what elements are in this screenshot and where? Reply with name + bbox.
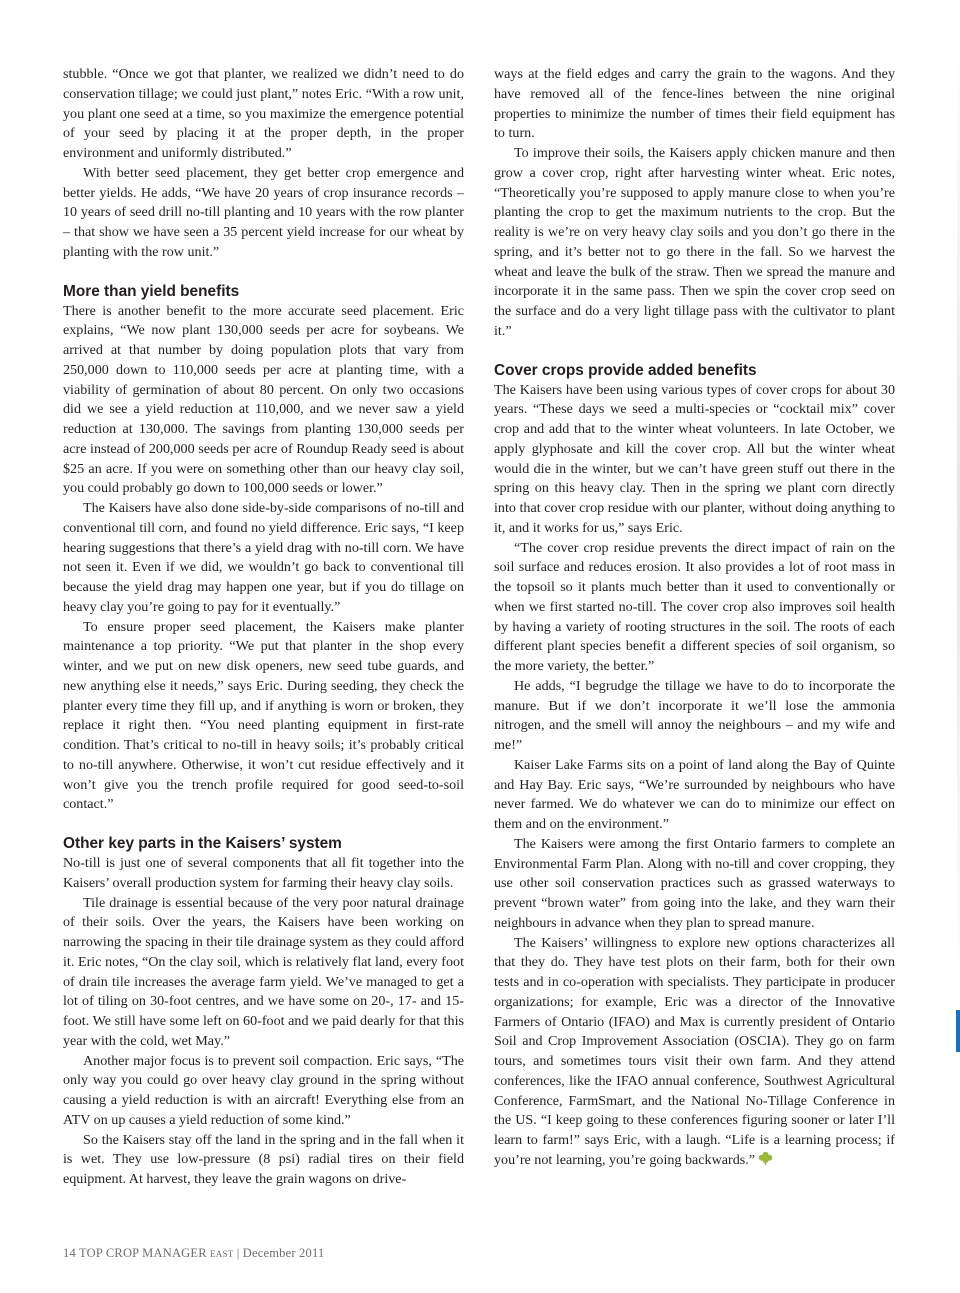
body-paragraph: Another major focus is to prevent soil compaction. Eric says, “The only way you could go over heavy clay ground in the spring without causing a yield reduction is with an aircraft! Everything else from an ATV on up causes a yield reduction of some kind.”	[63, 1052, 464, 1128]
body-paragraph: So the Kaisers stay off the land in the spring and in the fall when it is wet. They use low-pressure (8 psi) radial tires on their field equipment. At harvest, they leave the grain wagons on drive-	[63, 1131, 464, 1187]
body-paragraph: To improve their soils, the Kaisers apply chicken manure and then grow a cover crop, right after harvesting winter wheat. Eric notes, “Theoretically you’re supposed to apply manure close to when you’re planting the crop to get the maximum nutrients to the crop. But the reality is we’re on very heavy clay soils and you don’t go there in the spring, and it’s better not to go there in the fall. So we harvest the wheat and leave the bulk of the straw. Then we spread the manure and incorporate it in the same pass. Then we spin the cover crop seed on the surface and do a very light tillage pass with the cultivator to plant it.”	[494, 145, 895, 339]
leaf-end-mark-icon	[758, 1151, 773, 1166]
footer-separator: |	[236, 1246, 240, 1260]
left-column	[63, 65, 464, 1190]
last-paragraph	[494, 934, 895, 1171]
body-paragraph: The Kaisers were among the first Ontario farmers to complete an Environmental Farm Plan. Along with no-till and cover cropping, they use other soil conservation practices such as grassed waterways to prevent “brown water” from going into the lake, and they warn their neighbours in advance when they plan to spread manure.	[494, 835, 895, 931]
body-paragraph: stubble. “Once we got that planter, we realized we didn’t need to do conservation tillage; we could just plant,” notes Eric. “With a row unit, you plant one seed at a time, so you maximize the emergence potential of your seed by placing it at the proper depth, in the proper environment and uniformly distributed.”	[63, 66, 464, 161]
body-paragraph: With better seed placement, they get better crop emergence and better yields. He adds, “We have 20 years of crop insurance records – 10 years of seed drill no-till planting and 10 years with the row planter – that show we have seen a 35 percent yield increase for our wheat by planting with the row unit.”	[63, 164, 464, 260]
section-heading: More than yield benefits	[63, 282, 240, 300]
body-paragraph: No-till is just one of several components that all fit together into the Kaisers’ overall production system for farming their heavy clay soils.	[63, 855, 464, 891]
body-paragraph: There is another benefit to the more accurate seed placement. Eric explains, “We now plant 130,000 seeds per acre for soybeans. We arrived at that number by doing population plots that vary from 250,000 down to 110,000 seeds per acre at planting time, with a viability of germination of about 80 percent. On only two occasions did we see a yield reduction at 110,000, and we never saw a yield reduction at 130,000. The savings from planting 130,000 seeds per acre instead of 200,000 seeds per acre of Roundup Ready seed is about $25 an acre. If you were on something other than our heavy clay soil, you could probably go down to 100,000 seeds or lower.”	[63, 302, 464, 497]
section-heading: Cover crops provide added benefits	[494, 361, 757, 379]
body-paragraph: He adds, “I begrudge the tillage we have to do to incorporate the manure. But if we don’t incorporate it we’ll lose the ammonia nitrogen, and the smell will annoy the neighbours – and my wife and me!”	[494, 677, 895, 753]
body-paragraph: To ensure proper seed placement, the Kaisers make planter maintenance a top priority. “We put that planter in the shop every winter, and we put on new disk openers, new seed tube guards, and new anything else it needs,” says Eric. During seeding, they check the planter every time they fill up, and if anything is worn or broken, they replace it right then. “You need planting equipment in first-rate condition. That’s critical to no-till in heavy soils; it’s probably critical to no-till anywhere. Otherwise, it won’t cut residue effectively and it won’t give you the trench profile required for good seed-to-soil contact.”	[63, 618, 464, 813]
last-paragraph-text: The Kaisers’ willingness to explore new options characterizes all that they do. They have test plots on their farm, both for their own tests and in co-operation with specialists. They participate in producer organizations; for example, Eric was a director of the Innovative Farmers of Ontario (IFAO) and Max is currently president of Ontario Soil and Crop Improvement Association (OSCIA). They go on farm tours, and sometimes tours visit their own farm. And they attend conferences, like the IFAO annual conference, Southwest Agricultural Conference, FarmSmart, and the National No-Tillage Conference in the US. “I keep going to these conferences figuring sooner or later I’ll learn to farm!” says Eric, with a laugh. “Life is a learning process; if you’re not learning, you’re going backwards.”	[494, 934, 895, 1168]
body-paragraph: The Kaisers have also done side-by-side comparisons of no-till and conventional till corn, and found no yield difference. Eric says, “I keep hearing suggestions that there’s a yield drag with no-till corn. We have not seen it. Even if we did, we wouldn’t go back to conventional till because the yield drag may happen one year, but if you do tillage on heavy clay you’re going to pay for it eventually.”	[63, 500, 464, 615]
issue-date: December 2011	[242, 1246, 325, 1260]
body-paragraph: Tile drainage is essential because of the very poor natural drainage of their soils. Over the years, the Kaisers have been working on narrowing the spacing in their tile drainage system as they could afford it. Eric notes, “On the clay soil, which is relatively flat land, every foot of drain tile increases the average farm yield. We’ve managed to get a lot of tiling on 30-foot centres, and we have some on 20-, 17- and 15-foot. We still have some left on 60-foot and we paid dearly for that this year with the cold, wet May.”	[63, 894, 464, 1049]
page-edge-tab	[956, 1010, 960, 1052]
page-number: 14	[63, 1246, 76, 1260]
body-paragraph: ways at the field edges and carry the grain to the wagons. And they have removed all of the fence-lines between the nine original properties to minimize the number of times their field equipment has to turn.	[494, 66, 895, 142]
page-footer	[63, 1246, 324, 1261]
body-paragraph: “The cover crop residue prevents the direct impact of rain on the soil surface and reduces erosion. It also provides a lot of root mass in the topsoil so it plants much better than it used to conventionally or when we first started no-till. The cover crop also improves soil health by having a variety of rooting structures in the soil. The roots of each different plant species benefit a different species of soil organism, so the more variety, the better.”	[494, 539, 895, 674]
body-paragraph: The Kaisers have been using various types of cover crops for about 30 years. “These days we seed a multi-species or “cocktail mix” cover crop and add that to the winter wheat volunteers. In late October, we apply glyphosate and kill the cover crop. All but the winter wheat would die in the winter, but we can’t have green stuff out there in the spring on this heavy clay. Then in the spring we plant corn directly into that cover crop residue with our planter, without doing anything to it, and it works for us,” says Eric.	[494, 381, 895, 536]
body-paragraph: Kaiser Lake Farms sits on a point of land along the Bay of Quinte and Hay Bay. Eric says, “We’re surrounded by neighbours who have never farmed. We do whatever we can do to minimize our effect on them and on the environment.”	[494, 756, 895, 832]
section-heading: Other key parts in the Kaisers’ system	[63, 835, 342, 852]
publication-name: TOP CROP MANAGER	[79, 1246, 207, 1260]
publication-edition: EAST	[210, 1249, 234, 1259]
right-column	[494, 65, 895, 1171]
